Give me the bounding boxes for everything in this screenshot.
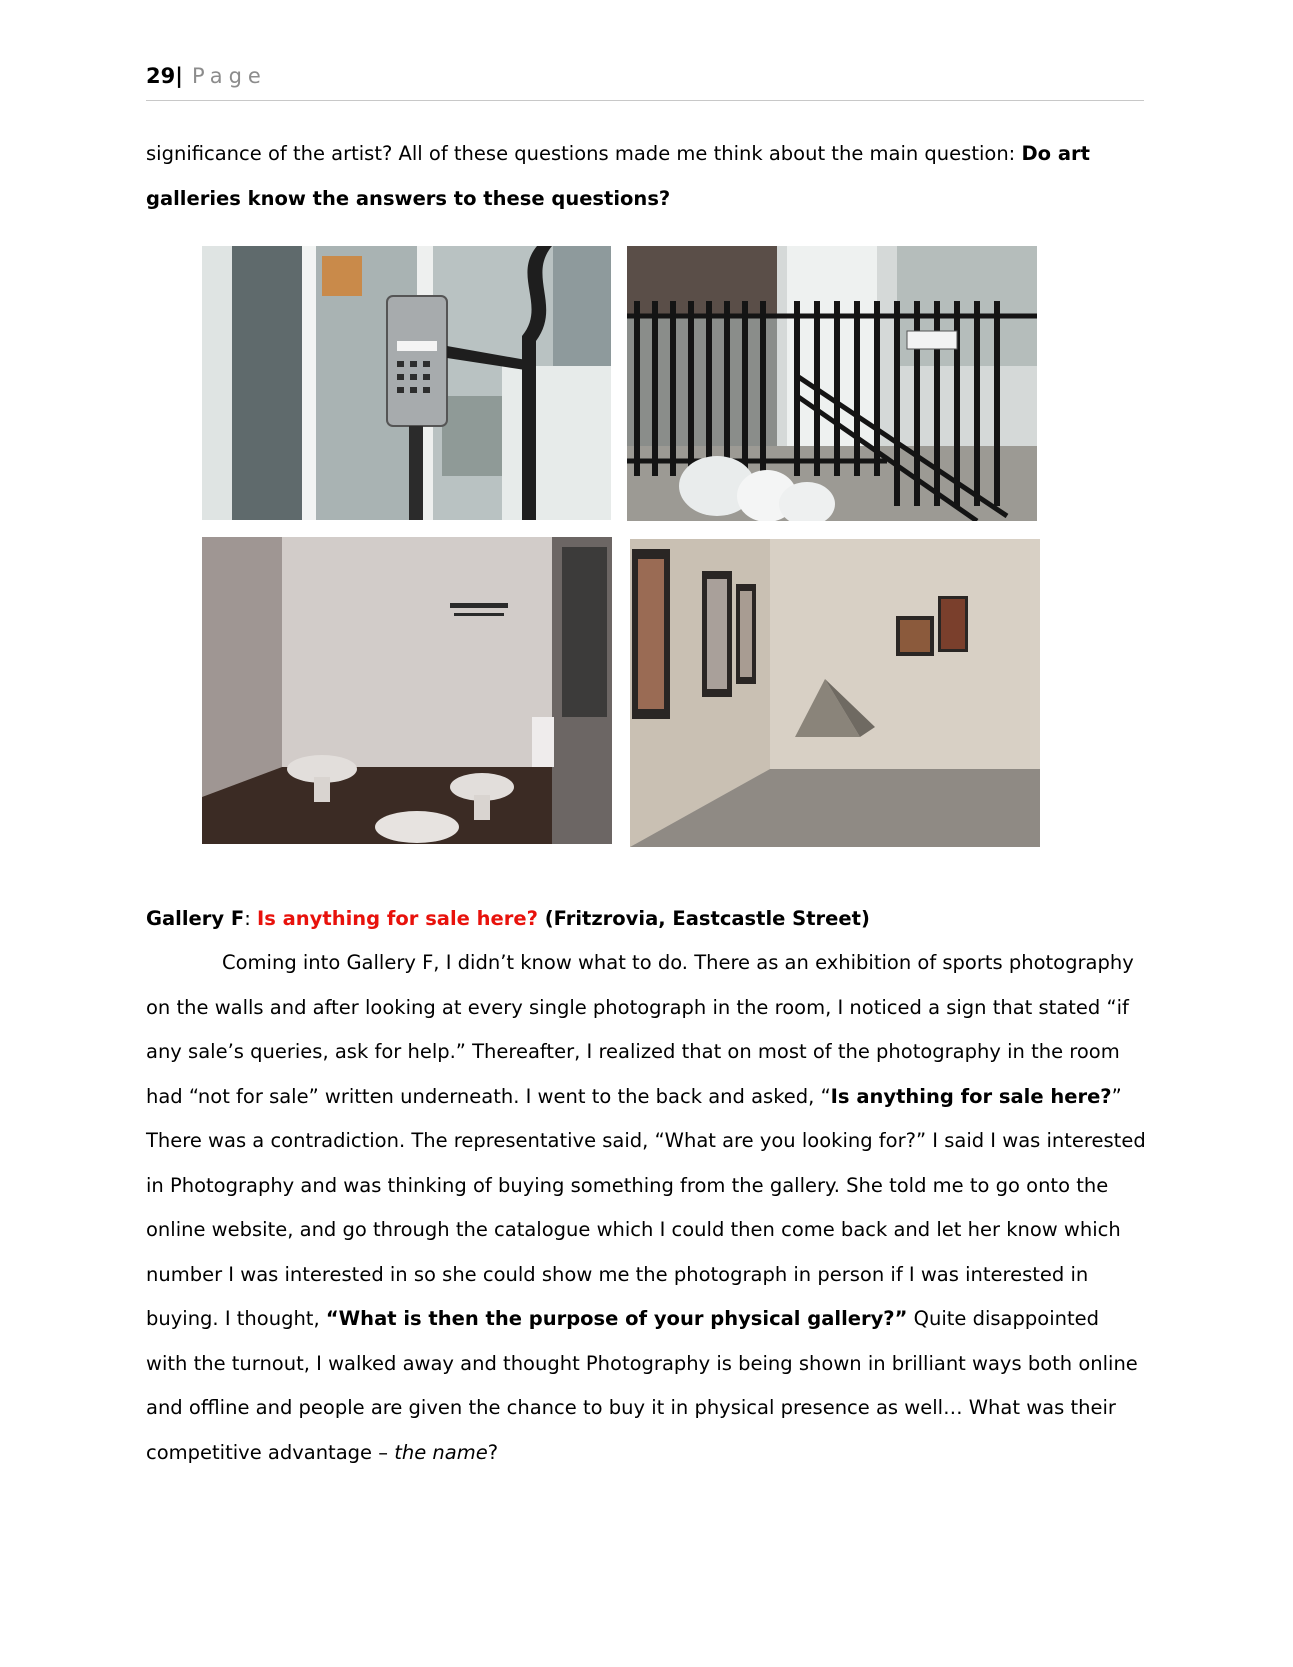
page-number: 29 [146,64,176,88]
gallery-f-paragraph [146,941,1146,1475]
gallery-room-sculptures-photo [202,537,612,844]
gallery-f-italic-name: the name [394,1440,488,1464]
gallery-f-text-3: Quite disappointed with the turnout, I walked away and thought Photography is being shown in brilliant ways both online and offline and people are given the chance to buy it in physical presence as well… What was their competitive advantage – [146,1307,1138,1464]
doorbell-keypad-photo [202,246,611,520]
gallery-f-colon: : [244,907,257,930]
gallery-f-text-1: Coming into Gallery F, I didn’t know what to do. There as an exhibition of sports photography on the walls and after looking at every single photograph in the room, I noticed a sign that stated “if any sale’s queries, ask for help.” Thereafter, I realized that on most of the photography in the room had “not for sale” written underneath. I went to the back and asked, “ [146,951,1134,1108]
intro-text: significance of the artist? All of these questions made me think about the main question: [146,142,1022,165]
gallery-f-text-2: ” There was a contradiction. The representative said, “What are you looking for?” I said I was interested in Photography and was thinking of buying something from the gallery. She told me to go onto the online website, and go through the catalogue which I could then come back and let her know which number I was interested in so she could show me the photograph in person if I was interested in buying. I thought, [146,1084,1146,1330]
intro-paragraph [146,132,1146,221]
gallery-f-heading [146,897,1146,942]
page-word: Page [192,64,267,88]
gallery-f-end-mark: ? [487,1440,499,1464]
iron-railings-photo [627,246,1037,521]
gallery-f-question: Is anything for sale here? [256,907,538,930]
gallery-f-purpose-quote: “What is then the purpose of your physical gallery?” [325,1307,908,1330]
header-separator: | [175,64,183,88]
gallery-f-label: Gallery F [146,907,245,930]
gallery-f-location: (Fritzrovia, Eastcastle Street) [537,907,870,930]
gallery-f-question-quote: Is anything for sale here? [830,1084,1112,1108]
intro-question: Do art galleries know the answers to these questions? [146,142,1090,210]
gallery-room-pyramid-photo [630,539,1040,847]
page-header [146,64,1144,101]
